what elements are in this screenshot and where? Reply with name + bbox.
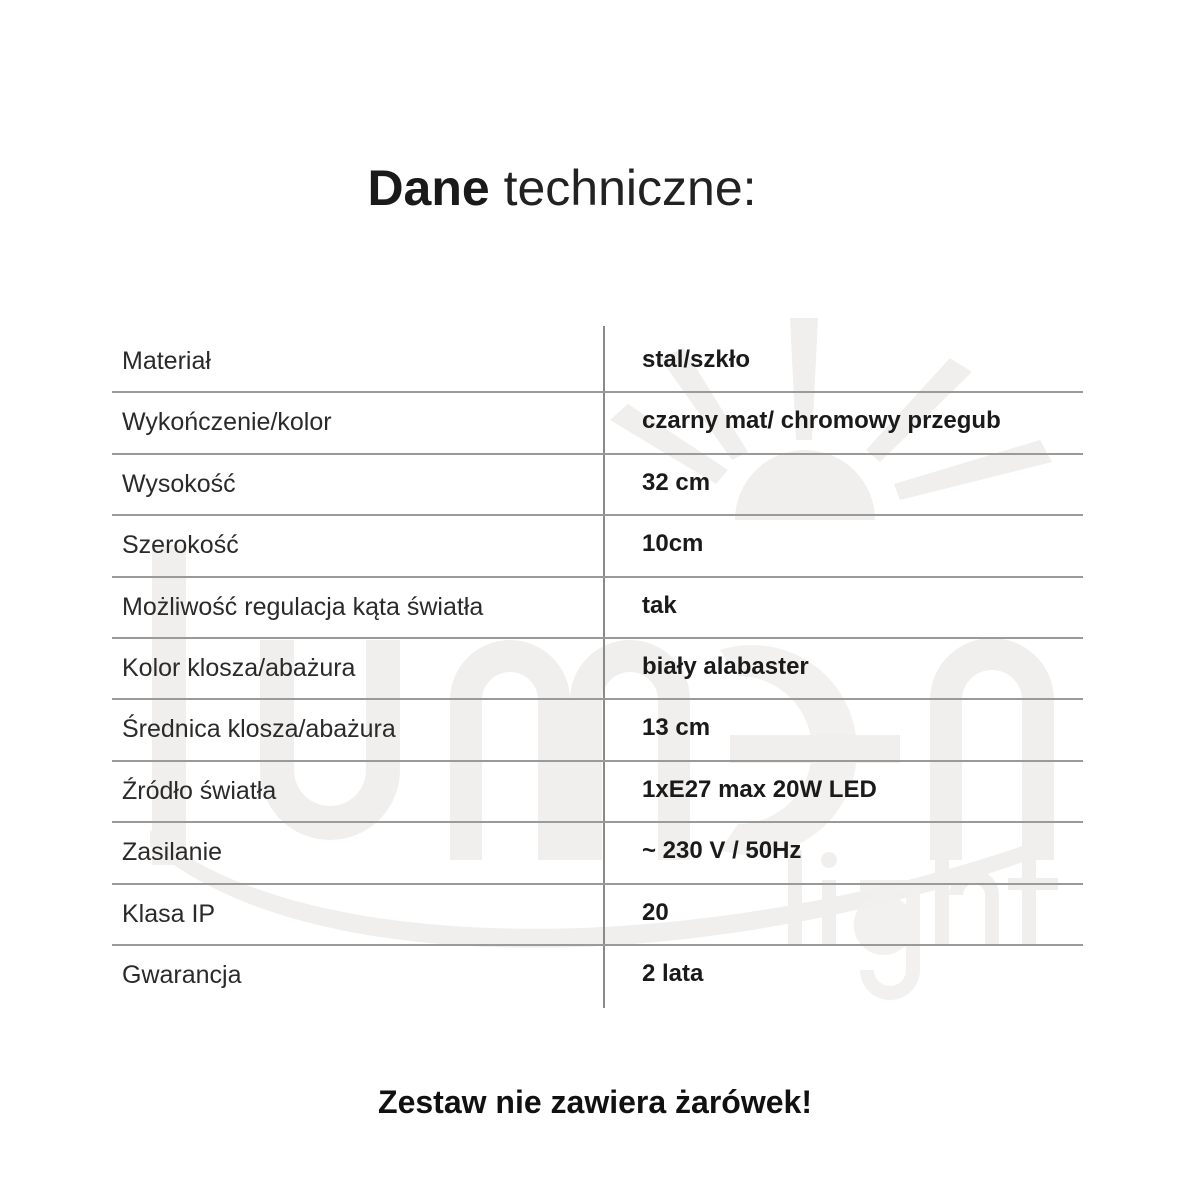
spec-label: Średnica klosza/abażura <box>122 715 396 744</box>
spec-row <box>112 455 1083 516</box>
page-title <box>0 158 1124 218</box>
spec-row <box>112 639 1083 700</box>
spec-rows <box>112 332 1083 1007</box>
spec-row <box>112 578 1083 639</box>
spec-label: Kolor klosza/abażura <box>122 653 356 682</box>
spec-label: Możliwość regulacja kąta światła <box>122 592 484 621</box>
spec-label: Wysokość <box>122 469 236 498</box>
spec-row <box>112 823 1083 884</box>
spec-row <box>112 393 1083 454</box>
spec-value: 13 cm <box>642 714 711 742</box>
spec-label: Zasilanie <box>122 838 223 867</box>
spec-value: biały alabaster <box>642 652 809 680</box>
footer-notice: Zestaw nie zawiera żarówek! <box>378 1084 812 1120</box>
spec-row <box>112 332 1083 393</box>
spec-value: stal/szkło <box>642 346 751 373</box>
spec-label: Klasa IP <box>122 899 216 928</box>
spec-value: czarny mat/ chromowy przegub <box>642 407 1001 435</box>
spec-label: Wykończenie/kolor <box>122 408 332 437</box>
spec-value: tak <box>642 591 677 619</box>
spec-label: Szerokość <box>122 531 239 560</box>
spec-value: ~ 230 V / 50Hz <box>642 837 802 865</box>
spec-row <box>112 762 1083 823</box>
spec-row <box>112 516 1083 577</box>
spec-value: 32 cm <box>642 468 711 496</box>
spec-row <box>112 946 1083 1007</box>
spec-value: 10cm <box>642 530 704 558</box>
spec-row <box>112 885 1083 946</box>
title-bold: Dane <box>367 160 490 216</box>
spec-value: 2 lata <box>642 959 704 987</box>
spec-label: Gwarancja <box>122 960 242 989</box>
spec-label: Materiał <box>122 347 211 375</box>
title-rest: techniczne: <box>489 160 757 216</box>
spec-label: Źródło światła <box>122 776 277 805</box>
spec-value: 20 <box>642 898 669 926</box>
spec-value: 1xE27 max 20W LED <box>642 775 877 803</box>
spec-row <box>112 700 1083 761</box>
spec-table <box>112 326 1083 1008</box>
